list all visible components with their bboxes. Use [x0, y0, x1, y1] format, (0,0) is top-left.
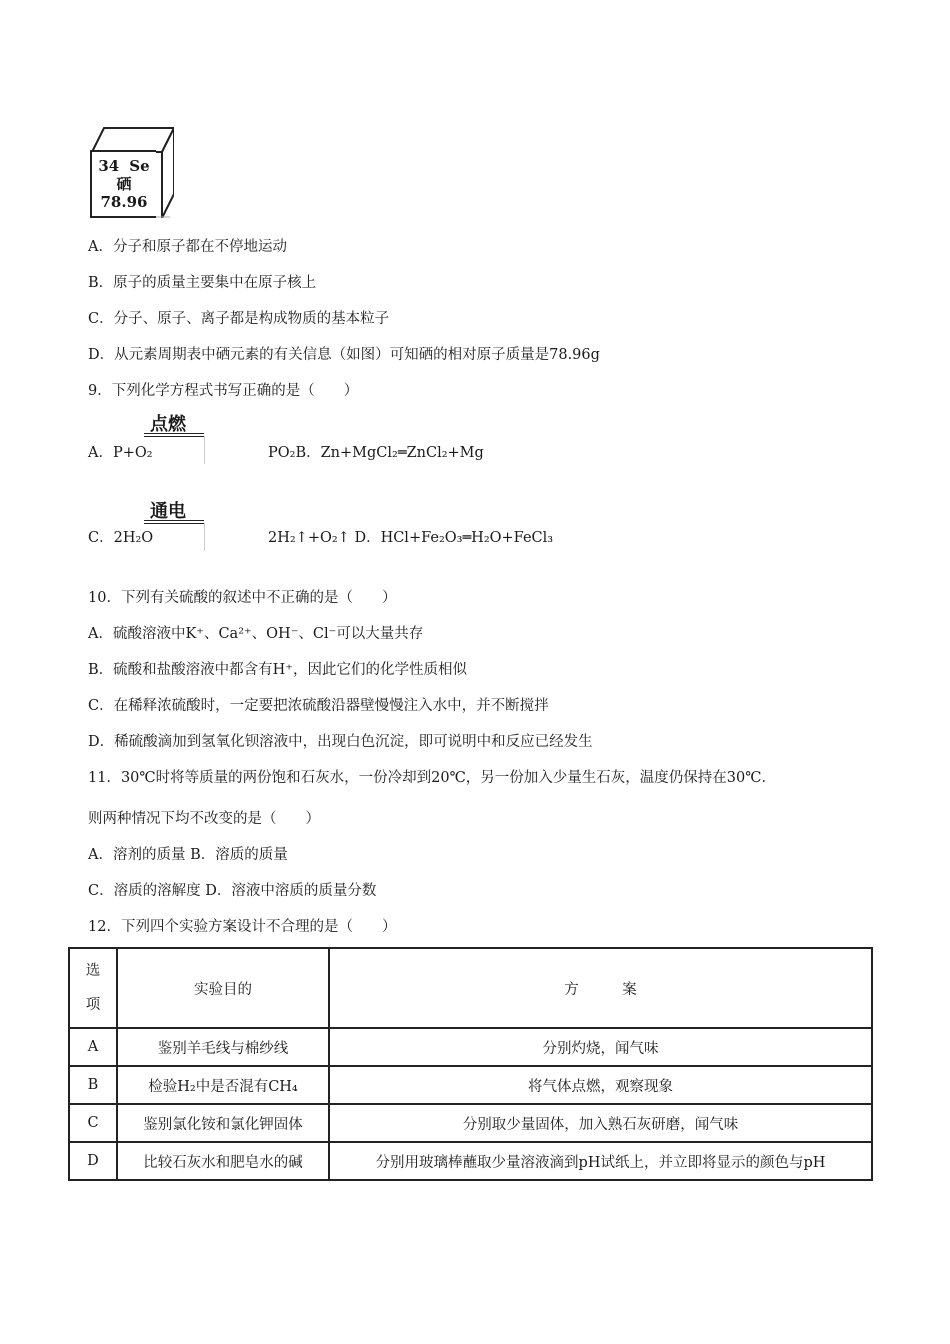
row-option: C [69, 1104, 117, 1142]
q8-option-d: D．从元素周期表中硒元素的有关信息（如图）可知硒的相对原子质量是78.96g [88, 347, 600, 363]
q9-condition-edge-c [204, 523, 205, 551]
row-plan: 分别取少量固体，加入熟石灰研磨，闻气味 [329, 1104, 872, 1142]
table-row [69, 1066, 872, 1104]
atomic-number: 34 [98, 157, 120, 175]
q9-option-c-rest: 2H₂↑+O₂↑ D．HCl+Fe₂O₃═H₂O+FeCl₃ [268, 530, 554, 546]
table-row [69, 1028, 872, 1066]
q8-option-b: B．原子的质量主要集中在原子核上 [88, 275, 317, 291]
row-plan: 分别用玻璃棒蘸取少量溶液滴到pH试纸上，并立即将显示的颜色与pH [329, 1142, 872, 1180]
q12-table [68, 947, 873, 1181]
q10-option-a: A．硫酸溶液中K⁺、Ca²⁺、OH⁻、Cl⁻可以大量共存 [88, 626, 424, 642]
q9-condition-ignite: 点燃 [150, 414, 186, 435]
row-option: D [69, 1142, 117, 1180]
row-goal: 鉴别氯化铵和氯化钾固体 [117, 1104, 329, 1142]
table-row [69, 1142, 872, 1180]
row-option: A [69, 1028, 117, 1066]
q12-stem: 12．下列四个实验方案设计不合理的是（ ） [88, 919, 397, 935]
row-plan: 将气体点燃，观察现象 [329, 1066, 872, 1104]
row-goal: 检验H₂中是否混有CH₄ [117, 1066, 329, 1104]
header-option [69, 948, 117, 1028]
element-symbol: Se [129, 157, 150, 175]
q11-stem-line1: 11．30℃时将等质量的两份饱和石灰水，一份冷却到20℃，另一份加入少量生石灰，温度仍保持在30℃． [88, 770, 776, 786]
row-goal: 比较石灰水和肥皂水的碱 [117, 1142, 329, 1180]
q11-options-cd: C．溶质的溶解度 D．溶液中溶质的质量分数 [88, 883, 377, 899]
q11-stem-line2: 则两种情况下均不改变的是（ ） [88, 811, 320, 827]
q9-condition-bar-a [144, 433, 204, 437]
q10-option-d: D．稀硫酸滴加到氢氧化钡溶液中，出现白色沉淀，即可说明中和反应已经发生 [88, 734, 593, 750]
row-plan: 分别灼烧，闻气味 [329, 1028, 872, 1066]
q9-option-c: C．2H₂O [88, 530, 154, 546]
atomic-mass: 78.96 [100, 193, 148, 211]
q9-condition-edge-a [204, 436, 205, 464]
q9-stem: 9．下列化学方程式书写正确的是（ ） [88, 383, 359, 399]
table-header-row [69, 948, 872, 1028]
element-name: 硒 [116, 175, 132, 193]
header-plan: 方 案 [329, 948, 872, 1028]
tile-front [90, 150, 156, 218]
row-option: B [69, 1066, 117, 1104]
row-goal: 鉴别羊毛线与棉纱线 [117, 1028, 329, 1066]
q8-option-a: A．分子和原子都在不停地运动 [88, 239, 287, 255]
q9-option-a-rest: PO₂B．Zn+MgCl₂═ZnCl₂+Mg [268, 445, 484, 461]
q10-option-c: C．在稀释浓硫酸时，一定要把浓硫酸沿器壁慢慢注入水中，并不断搅拌 [88, 698, 549, 714]
q9-option-a: A．P+O₂ [88, 445, 153, 461]
header-goal: 实验目的 [117, 948, 329, 1028]
header-option-char2: 项 [85, 997, 101, 1013]
q10-option-b: B．硫酸和盐酸溶液中都含有H⁺，因此它们的化学性质相似 [88, 662, 467, 678]
selenium-element-tile [90, 126, 174, 218]
header-option-char1: 选 [85, 963, 101, 979]
q8-option-c: C．分子、原子、离子都是构成物质的基本粒子 [88, 311, 390, 327]
q9-condition-electric: 通电 [150, 501, 186, 522]
q10-stem: 10．下列有关硫酸的叙述中不正确的是（ ） [88, 590, 397, 606]
table-row [69, 1104, 872, 1142]
q9-condition-bar-c [144, 520, 204, 524]
q11-options-ab: A．溶剂的质量 B．溶质的质量 [88, 847, 288, 863]
